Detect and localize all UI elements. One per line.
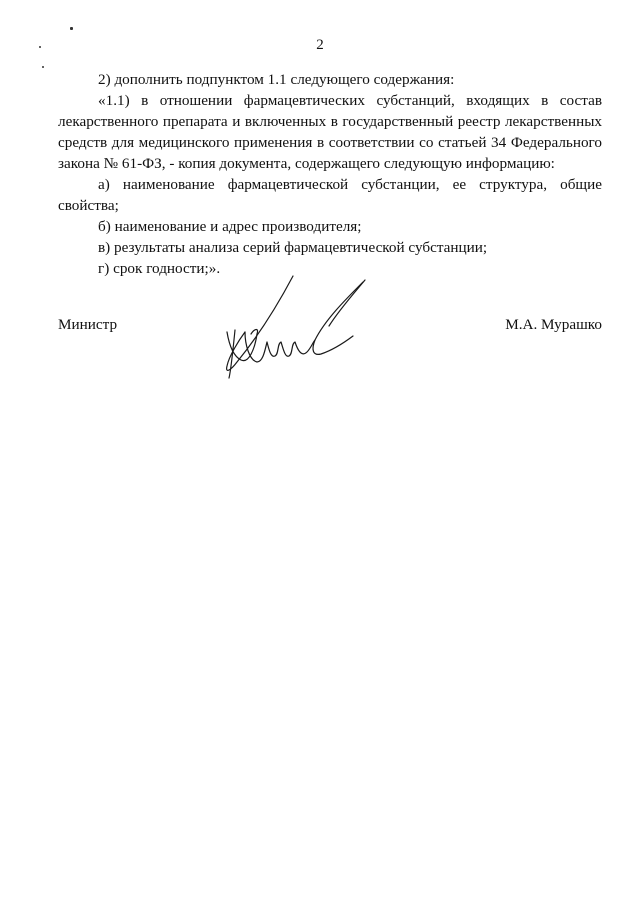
signer-role: Министр: [58, 316, 118, 333]
paragraph-subitem-b: б) наименование и адрес производителя;: [98, 218, 362, 235]
page-number: 2: [316, 37, 324, 53]
document-body: [58, 69, 602, 279]
scan-speck: [70, 27, 73, 30]
paragraph-subitem-a: а) наименование фармацевтической субстанции, ее структура, общие свойства;: [58, 176, 602, 214]
paragraph-subitem-v: в) результаты анализа серий фармацевтической субстанции;: [98, 239, 488, 256]
handwritten-signature: [215, 270, 375, 380]
signer-name: М.А. Мурашко: [505, 316, 602, 333]
scan-speck: [42, 66, 44, 68]
paragraph-subitem-g: г) срок годности;».: [98, 260, 221, 277]
paragraph-subitem-1-1: «1.1) в отношении фармацевтических субстанций, входящих в состав лекарственного препарата и включенных в государственный реестр лекарственных средств для медицинского применения в соответствии со статьей 34 Федерального закона № 61-ФЗ, - копия документа, содержащего следующую информацию:: [58, 92, 602, 172]
paragraph-item-2: 2) дополнить подпунктом 1.1 следующего содержания:: [98, 71, 455, 88]
